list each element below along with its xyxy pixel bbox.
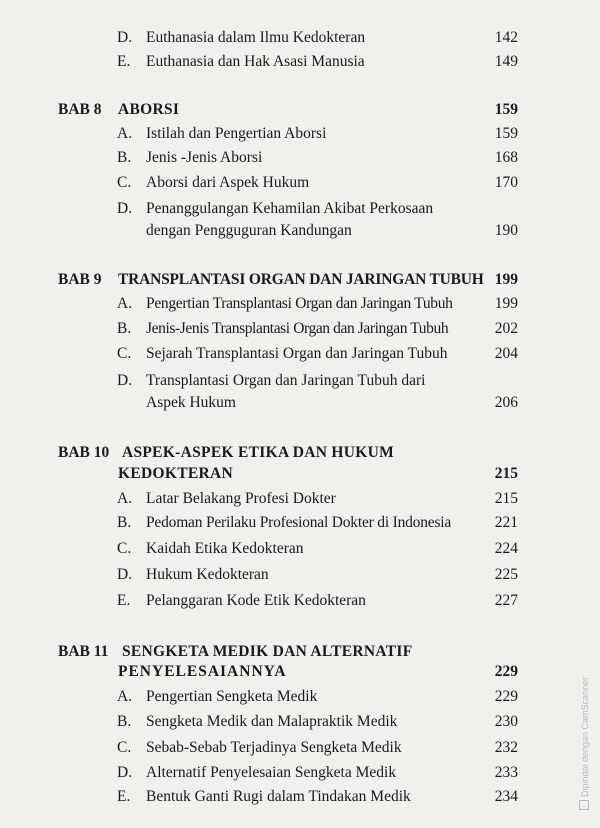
entry-letter: E. xyxy=(117,53,131,70)
chapter-title-line2: KEDOKTERAN xyxy=(118,465,233,482)
toc-entry xyxy=(0,537,600,561)
chapter-page: 159 xyxy=(494,101,518,118)
entry-letter: B. xyxy=(117,713,132,730)
entry-title-line2: Aspek Hukum xyxy=(146,394,236,411)
entry-title-line2: dengan Pengguguran Kandungan xyxy=(146,222,352,239)
entry-title: Transplantasi Organ dan Jaringan Tubuh dari xyxy=(146,372,426,389)
entry-page: 168 xyxy=(494,149,518,166)
entry-title: Jenis-Jenis Transplantasi Organ dan Jaringan Tubuh xyxy=(146,320,449,337)
entry-letter: B. xyxy=(117,514,132,531)
entry-title: Penanggulangan Kehamilan Akibat Perkosaan xyxy=(146,200,434,217)
watermark-text: Dipindai dengan CamScanner xyxy=(580,676,590,797)
chapter-title: ASPEK-ASPEK ETIKA DAN HUKUM xyxy=(122,444,395,461)
entry-letter: D. xyxy=(117,29,133,46)
toc-entry xyxy=(0,511,600,535)
entry-letter: A. xyxy=(117,125,133,142)
chapter-title: SENGKETA MEDIK DAN ALTERNATIF xyxy=(122,643,413,660)
toc-entry xyxy=(0,197,600,221)
entry-letter: B. xyxy=(117,320,132,337)
chapter-number: BAB 9 xyxy=(58,271,102,288)
entry-title: Istilah dan Pengertian Aborsi xyxy=(146,125,327,142)
entry-title: Pelanggaran Kode Etik Kedokteran xyxy=(146,592,366,609)
toc-entry xyxy=(0,369,600,393)
toc-entry xyxy=(0,146,600,170)
entry-page: 225 xyxy=(494,566,518,583)
entry-page: 199 xyxy=(494,295,518,312)
toc-entry xyxy=(0,487,600,511)
entry-title: Kaidah Etika Kedokteran xyxy=(146,540,304,557)
chapter-title: TRANSPLANTASI ORGAN DAN JARINGAN TUBUH xyxy=(118,271,484,288)
entry-title: Bentuk Ganti Rugi dalam Tindakan Medik xyxy=(146,788,411,805)
entry-page: 230 xyxy=(494,713,518,730)
toc-entry xyxy=(0,589,600,613)
toc-entry xyxy=(0,785,600,809)
chapter-number: BAB 10 xyxy=(58,444,110,461)
toc-entry xyxy=(0,685,600,709)
chapter-page: 215 xyxy=(494,465,518,482)
entry-title: Pengertian Transplantasi Organ dan Jaringan Tubuh xyxy=(146,295,453,312)
entry-letter: C. xyxy=(117,739,132,756)
chapter-number: BAB 11 xyxy=(58,643,109,660)
entry-page: 224 xyxy=(494,540,518,557)
entry-page: 221 xyxy=(494,514,518,531)
entry-letter: A. xyxy=(117,295,133,312)
toc-entry xyxy=(0,26,600,50)
toc-entry xyxy=(0,736,600,760)
entry-letter: B. xyxy=(117,149,132,166)
entry-page: 232 xyxy=(494,739,518,756)
entry-letter: E. xyxy=(117,788,131,805)
toc-entry-continued xyxy=(0,219,600,243)
entry-letter: D. xyxy=(117,764,133,781)
entry-page: 233 xyxy=(494,764,518,781)
entry-title: Euthanasia dan Hak Asasi Manusia xyxy=(146,53,365,70)
toc-entry xyxy=(0,317,600,341)
entry-title: Sengketa Medik dan Malapraktik Medik xyxy=(146,713,398,730)
chapter-number: BAB 8 xyxy=(58,101,102,118)
entry-letter: C. xyxy=(117,345,132,362)
entry-page: 227 xyxy=(494,592,518,609)
toc-entry xyxy=(0,122,600,146)
entry-page: 190 xyxy=(494,222,518,239)
toc-entry xyxy=(0,563,600,587)
entry-title: Pedoman Perilaku Profesional Dokter di Indonesia xyxy=(146,514,452,531)
entry-title: Latar Belakang Profesi Dokter xyxy=(146,490,336,507)
entry-letter: A. xyxy=(117,490,133,507)
entry-letter: C. xyxy=(117,174,132,191)
entry-page: 202 xyxy=(494,320,518,337)
entry-title: Pengertian Sengketa Medik xyxy=(146,688,318,705)
entry-letter: A. xyxy=(117,688,133,705)
entry-page: 170 xyxy=(494,174,518,191)
entry-title: Sejarah Transplantasi Organ dan Jaringan Tubuh xyxy=(146,345,448,362)
entry-page: 215 xyxy=(494,490,518,507)
entry-page: 206 xyxy=(494,394,518,411)
chapter-title: ABORSI xyxy=(118,101,180,118)
chapter-title-line2: PENYELESAIANNYA xyxy=(118,663,287,680)
entry-letter: E. xyxy=(117,592,131,609)
entry-letter: C. xyxy=(117,540,132,557)
entry-page: 159 xyxy=(494,125,518,142)
entry-page: 234 xyxy=(494,788,518,805)
entry-title: Aborsi dari Aspek Hukum xyxy=(146,174,310,191)
toc-entry xyxy=(0,50,600,74)
entry-page: 149 xyxy=(494,53,518,70)
entry-letter: D. xyxy=(117,372,133,389)
toc-entry xyxy=(0,292,600,316)
toc-entry xyxy=(0,342,600,366)
entry-title: Jenis -Jenis Aborsi xyxy=(146,149,263,166)
entry-page: 142 xyxy=(494,29,518,46)
chapter-page: 199 xyxy=(494,271,518,288)
entry-title: Alternatif Penyelesaian Sengketa Medik xyxy=(146,764,397,781)
entry-title: Hukum Kedokteran xyxy=(146,566,269,583)
entry-title: Euthanasia dalam Ilmu Kedokteran xyxy=(146,29,366,46)
toc-entry-continued xyxy=(0,391,600,415)
entry-letter: D. xyxy=(117,200,133,217)
entry-page: 229 xyxy=(494,688,518,705)
camscanner-icon xyxy=(579,800,589,810)
toc-entry xyxy=(0,710,600,734)
entry-page: 204 xyxy=(494,345,518,362)
entry-title: Sebab-Sebab Terjadinya Sengketa Medik xyxy=(146,739,402,756)
chapter-page: 229 xyxy=(494,663,518,680)
toc-entry xyxy=(0,761,600,785)
scanner-watermark xyxy=(579,677,590,810)
entry-letter: D. xyxy=(117,566,133,583)
toc-entry xyxy=(0,171,600,195)
